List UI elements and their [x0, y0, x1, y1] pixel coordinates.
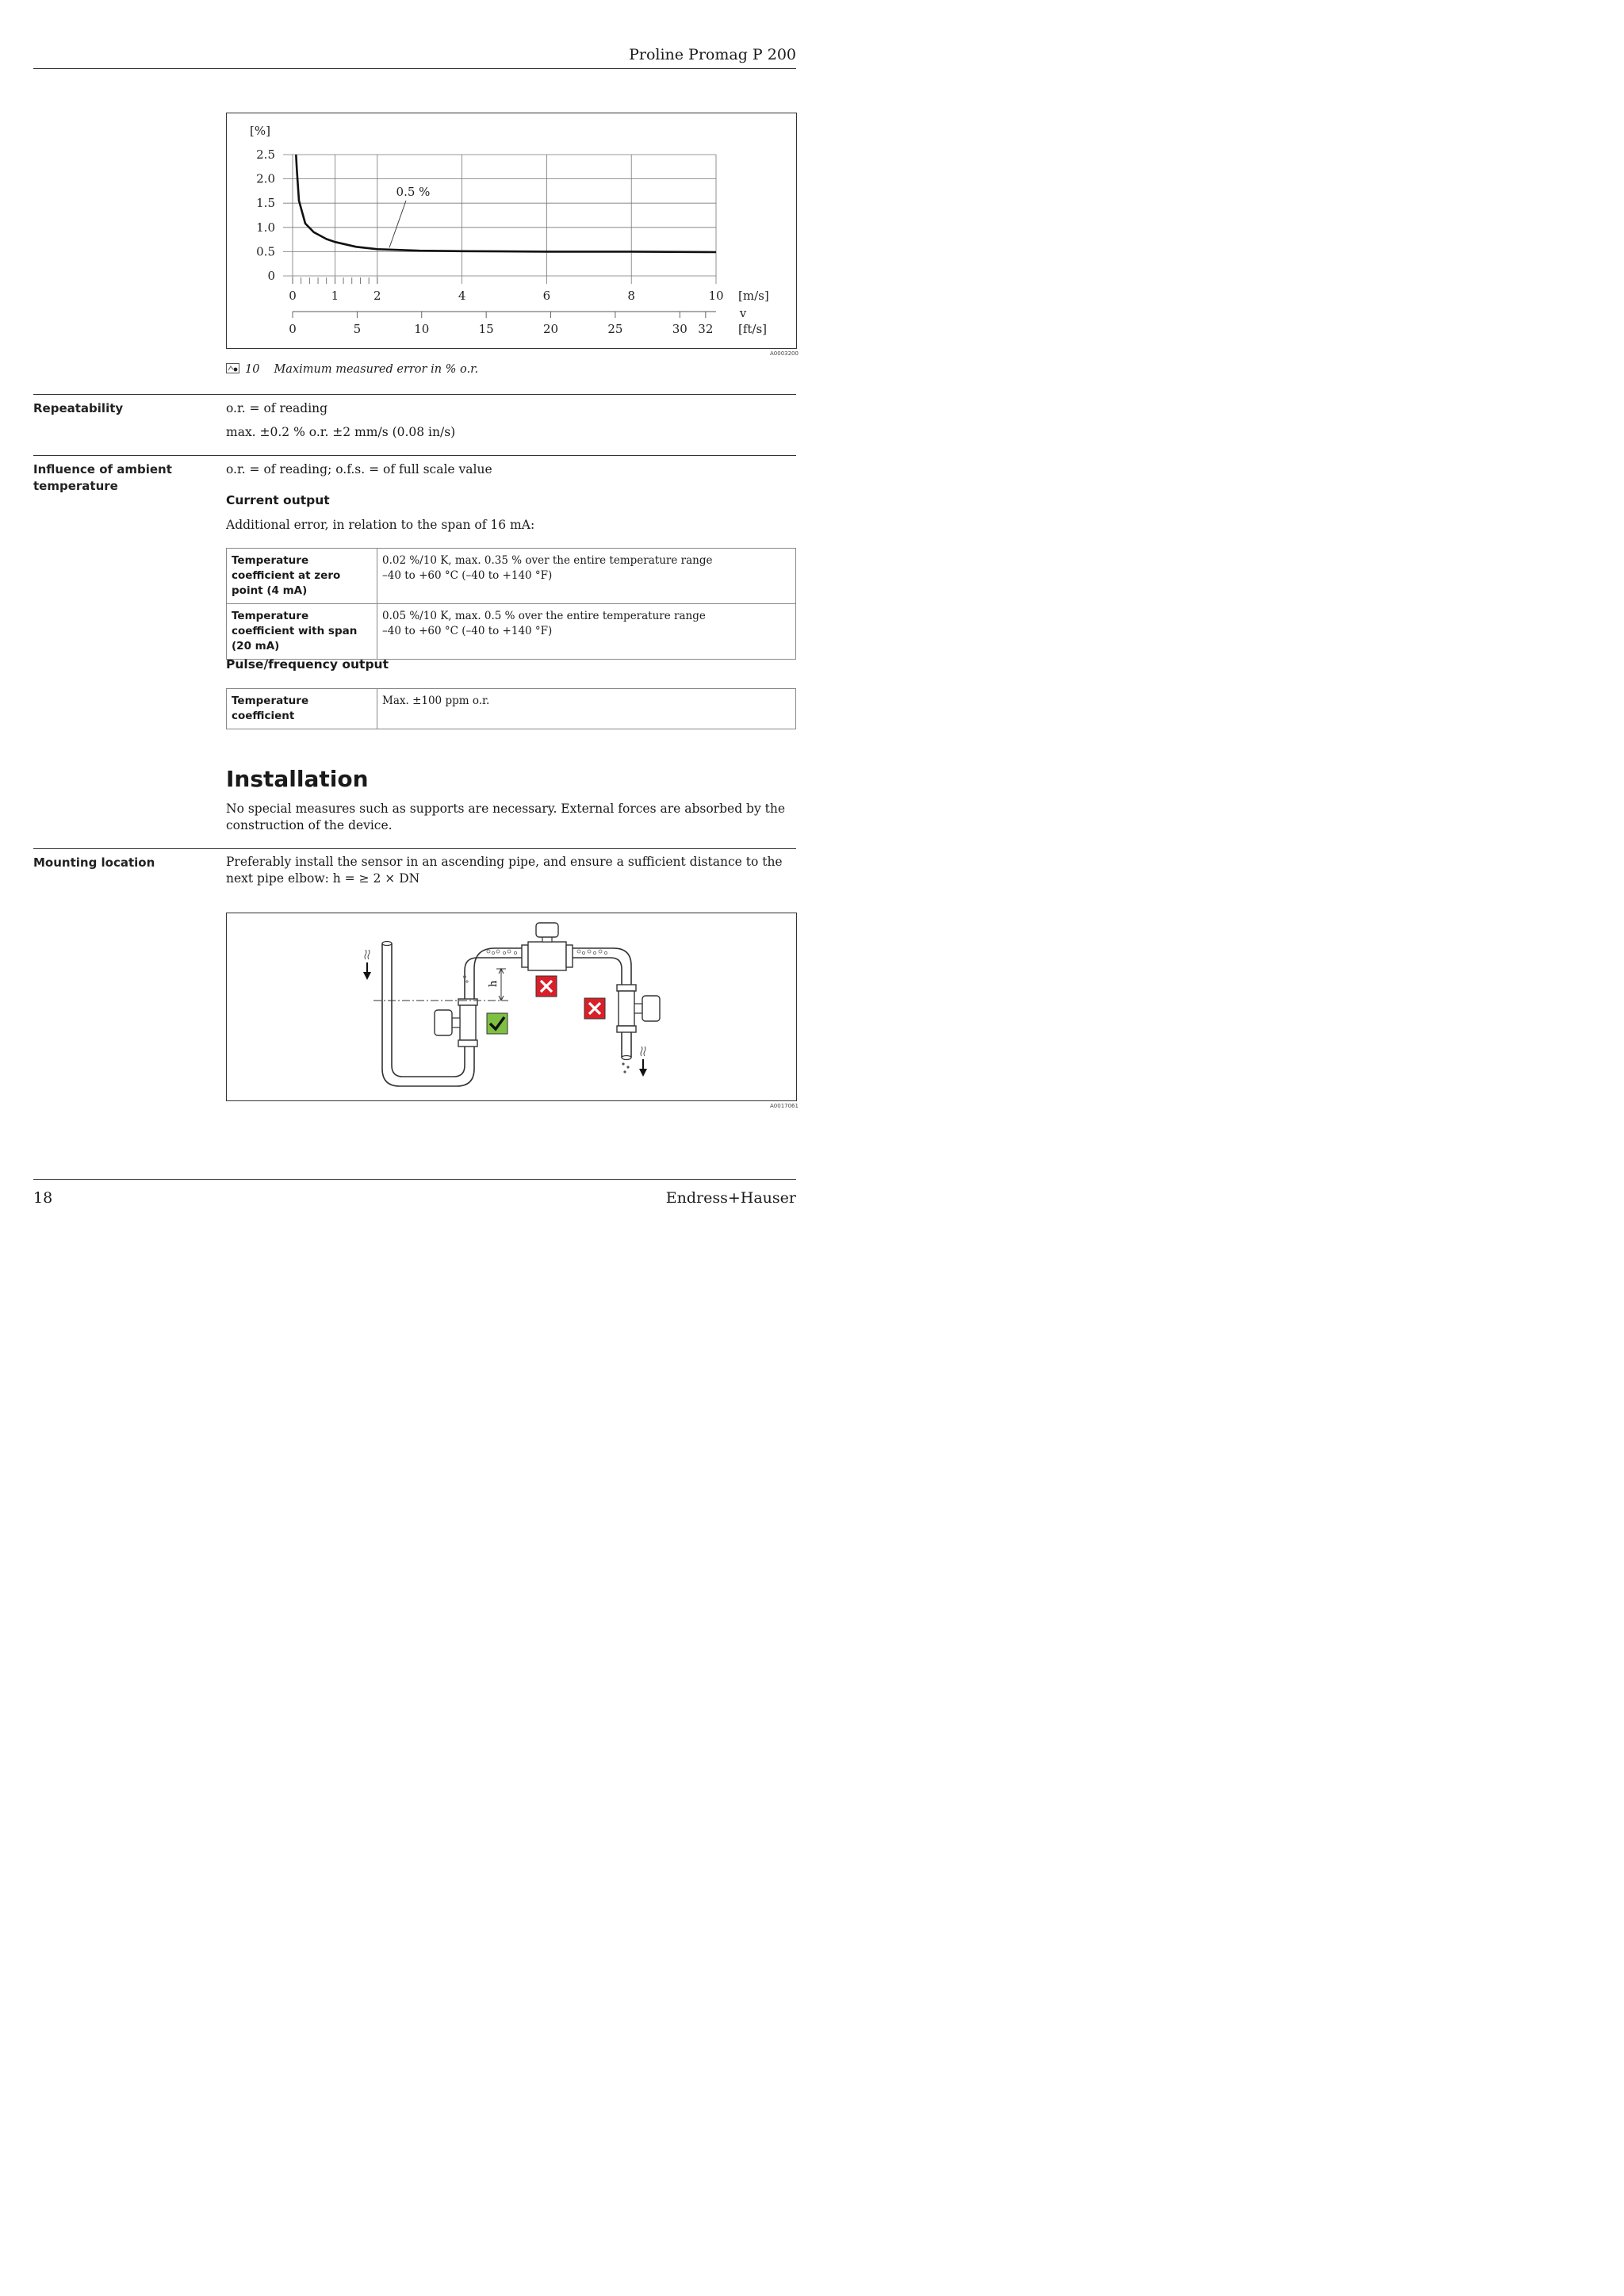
chart-x-tick-label: 1: [331, 289, 339, 303]
repeatability-line2: max. ±0.2 % o.r. ±2 mm/s (0.08 in/s): [226, 425, 456, 439]
flow-arrow-right: [639, 1047, 647, 1077]
chart-x-tick-label-secondary: 32: [698, 322, 714, 336]
table-row: [227, 604, 796, 660]
current-output-heading: Current output: [226, 493, 330, 507]
chart-x-tick-label: 4: [458, 289, 466, 303]
chart-y-tick-label: 1.5: [256, 196, 275, 211]
table-row: [227, 689, 796, 729]
repeatability-line1: o.r. = of reading: [226, 401, 328, 415]
page-number: 18: [33, 1189, 53, 1207]
table-value-line: –40 to +60 °C (–40 to +140 °F): [382, 569, 553, 582]
figure-image-id: A0017061: [770, 1103, 799, 1109]
section-rule: [33, 848, 796, 849]
transmitter-right: [642, 996, 660, 1021]
figure-caption: [226, 363, 478, 376]
current-output-text: Additional error, in relation to the span of 16 mA:: [226, 518, 535, 532]
mounting-diagram-frame: [226, 913, 797, 1101]
chart-x-tick-label-secondary: 5: [353, 322, 362, 336]
current-output-table: [226, 548, 796, 660]
sensor-top: [528, 942, 566, 970]
chart-x-tick-label-secondary: 30: [672, 322, 688, 336]
chart-y-axis-label: [%]: [250, 124, 270, 138]
ambient-intro: o.r. = of reading; o.f.s. = of full scale value: [226, 462, 492, 476]
chart-annotation-label: 0.5 %: [396, 185, 431, 199]
chart-x-tick-label-secondary: 20: [542, 322, 559, 336]
chart-x-tick-label: 6: [542, 289, 551, 303]
table-value: [377, 604, 796, 660]
flow-arrow-left: [363, 950, 371, 980]
installation-intro: No special measures such as supports are necessary. External forces are absorbed by the construction of the device.: [226, 802, 786, 832]
pipe-outline-inner: [392, 943, 522, 1077]
table-key: Temperature coefficient at zero point (4 mA): [227, 549, 377, 604]
sensor-right: [619, 991, 634, 1026]
figure-caption-number: 10: [245, 363, 260, 376]
chart-x-axis-label: v: [739, 306, 747, 320]
installation-title: Installation: [226, 766, 369, 792]
table-value-line: 0.02 %/10 K, max. 0.35 % over the entire temperature range: [382, 554, 713, 567]
transmitter-left: [435, 1010, 452, 1035]
figure-caption-text: Maximum measured error in % o.r.: [274, 363, 479, 376]
table-key: Temperature coefficient with span (20 mA): [227, 604, 377, 660]
chart-x-tick-label-secondary: 25: [607, 322, 623, 336]
pipe-open-end: [382, 942, 392, 946]
chart-x-tick-label: 2: [373, 289, 381, 303]
footer-brand: Endress+Hauser: [665, 1189, 796, 1207]
table-value-line: –40 to +60 °C (–40 to +140 °F): [382, 625, 553, 637]
graphic-caption-icon: [226, 363, 240, 373]
table-value-line: 0.05 %/10 K, max. 0.5 % over the entire temperature range: [382, 610, 706, 622]
chart-x-tick-label-secondary: 15: [478, 322, 494, 336]
water-drops: [622, 1062, 629, 1073]
h-dimension-label: h: [488, 980, 500, 987]
incorrect-cross-icon: [536, 976, 557, 997]
chart-x-tick-label-secondary: 10: [414, 322, 430, 336]
table-value: [377, 549, 796, 604]
transmitter-top: [536, 923, 558, 937]
repeatability-label: Repeatability: [33, 401, 124, 415]
document-header-title: Proline Promag P 200: [629, 46, 796, 63]
section-rule: [33, 394, 796, 395]
header-rule: [33, 68, 796, 69]
table-key: Temperature coefficient: [227, 689, 377, 729]
chart-x-unit-primary: [m/s]: [738, 289, 769, 303]
mounting-text: Preferably install the sensor in an ascending pipe, and ensure a sufficient distance to the next pipe elbow: h = ≥ 2 × DN: [226, 855, 783, 886]
pulse-output-heading: Pulse/frequency output: [226, 657, 389, 672]
incorrect-cross-icon: [584, 998, 605, 1019]
error-chart: [227, 113, 796, 348]
chart-y-tick-label: 0: [267, 269, 275, 283]
chart-x-tick-label: 8: [627, 289, 635, 303]
figure-image-id: A0003200: [770, 350, 799, 357]
mounting-label: Mounting location: [33, 855, 155, 870]
chart-x-tick-label-secondary: 0: [289, 322, 297, 336]
chart-x-unit-secondary: [ft/s]: [738, 322, 768, 336]
footer-rule: [33, 1179, 796, 1180]
table-value: Max. ±100 ppm o.r.: [377, 689, 796, 729]
table-row: [227, 549, 796, 604]
chart-y-tick-label: 2.0: [256, 171, 275, 186]
pulse-output-table: [226, 688, 796, 729]
ambient-label: Influence of ambient temperature: [33, 462, 172, 493]
error-chart-frame: [226, 113, 797, 349]
sensor-left: [460, 1005, 476, 1040]
chart-annotation-leader: [389, 201, 406, 247]
section-rule: [33, 455, 796, 456]
chart-x-tick-label: 10: [708, 289, 724, 303]
chart-x-tick-label: 0: [289, 289, 297, 303]
correct-check-icon: [487, 1013, 508, 1034]
chart-y-tick-label: 1.0: [256, 220, 275, 235]
chart-y-tick-label: 0.5: [256, 244, 275, 259]
chart-y-tick-label: 2.5: [256, 147, 275, 162]
mounting-diagram: [227, 913, 796, 1100]
